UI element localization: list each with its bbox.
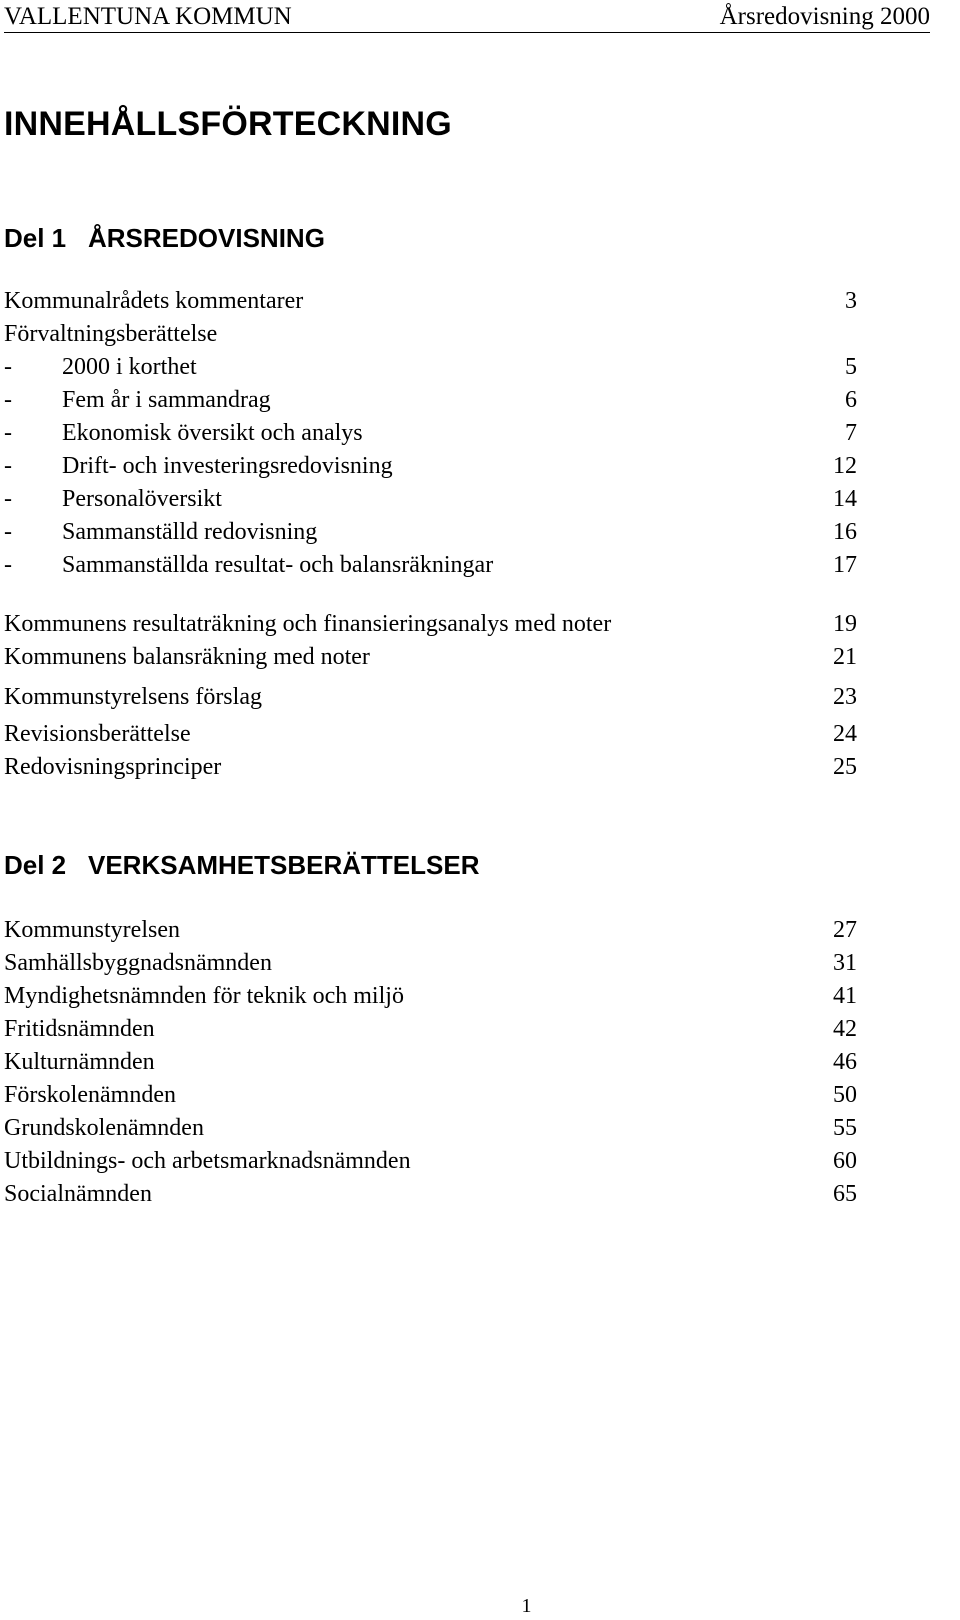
toc-subentry[interactable] <box>4 416 857 450</box>
toc-entry[interactable] <box>4 680 857 714</box>
toc-subentry[interactable] <box>4 350 857 384</box>
toc-entry[interactable] <box>4 913 857 947</box>
header-organization: VALLENTUNA KOMMUN <box>4 3 292 30</box>
toc-entry-label: Ekonomisk översikt och analys <box>62 420 363 446</box>
toc-entry-label: Kommunstyrelsen <box>4 917 180 943</box>
toc-entry-label: Kommunalrådets kommentarer <box>4 288 304 314</box>
toc-entry-label: Redovisningsprinciper <box>4 754 222 780</box>
toc-dash: - <box>4 519 12 545</box>
toc-dash: - <box>4 387 12 413</box>
toc-entry-label: Kommunstyrelsens förslag <box>4 684 262 710</box>
toc-entry-label: Sammanställd redovisning <box>62 519 318 545</box>
toc-dash: - <box>4 486 12 512</box>
toc-entry[interactable] <box>4 1144 857 1178</box>
toc-entry-label: Samhällsbyggnadsnämnden <box>4 950 272 976</box>
toc-entry-page: 31 <box>833 950 857 976</box>
toc-entry-label: Revisionsberättelse <box>4 721 191 747</box>
toc-entry[interactable] <box>4 717 857 751</box>
toc-entry-page: 41 <box>833 983 857 1009</box>
toc-entry-label: Myndighetsnämnden för teknik och miljö <box>4 983 404 1009</box>
toc-entry[interactable] <box>4 1012 857 1046</box>
toc-entry-label: Sammanställda resultat- och balansräkningar <box>62 552 494 578</box>
toc-entry-label: Grundskolenämnden <box>4 1115 204 1141</box>
header-document-title: Årsredovisning 2000 <box>719 3 930 30</box>
toc-entry-page: 42 <box>833 1016 857 1042</box>
toc-entry-page: 16 <box>833 519 857 545</box>
toc-entry-page: 25 <box>833 754 857 780</box>
toc-entry-label: Kulturnämnden <box>4 1049 155 1075</box>
toc-dash: - <box>4 453 12 479</box>
toc-entry[interactable] <box>4 1078 857 1112</box>
part2-title: VERKSAMHETSBERÄTTELSER <box>88 850 480 880</box>
toc-entry-page: 23 <box>833 684 857 710</box>
toc-entry-label: Fem år i sammandrag <box>62 387 271 413</box>
toc-dash: - <box>4 420 12 446</box>
toc-entry-page: 14 <box>833 486 857 512</box>
toc-entry-page: 60 <box>833 1148 857 1174</box>
toc-entry[interactable] <box>4 946 857 980</box>
toc-entry-page: 5 <box>845 354 857 380</box>
toc-entry-page: 27 <box>833 917 857 943</box>
toc-entry[interactable] <box>4 750 857 784</box>
toc-entry[interactable] <box>4 607 857 641</box>
toc-entry-page: 21 <box>833 644 857 670</box>
toc-subentry[interactable] <box>4 515 857 549</box>
part1-number: Del 1 <box>4 223 67 253</box>
part2-heading <box>4 849 479 881</box>
toc-entry-page: 17 <box>833 552 857 578</box>
toc-entry-label: Utbildnings- och arbetsmarknadsnämnden <box>4 1148 411 1174</box>
toc-entry[interactable] <box>4 640 857 674</box>
toc-subentry[interactable] <box>4 449 857 483</box>
toc-entry[interactable] <box>4 979 857 1013</box>
toc-entry-page: 50 <box>833 1082 857 1108</box>
page-title: INNEHÅLLSFÖRTECKNING <box>4 105 452 143</box>
toc-entry-label: Fritidsnämnden <box>4 1016 155 1042</box>
toc-entry[interactable] <box>4 284 857 318</box>
toc-entry-page: 65 <box>833 1181 857 1207</box>
part2-number: Del 2 <box>4 850 67 880</box>
toc-subentry[interactable] <box>4 482 857 516</box>
toc-entry-label: Personalöversikt <box>62 486 222 512</box>
toc-entry[interactable] <box>4 1177 857 1211</box>
toc-entry-page: 55 <box>833 1115 857 1141</box>
toc-subentry[interactable] <box>4 383 857 417</box>
toc-entry-label: 2000 i korthet <box>62 354 197 380</box>
toc-entry-label: Kommunens balansräkning med noter <box>4 644 370 670</box>
part1-title: ÅRSREDOVISNING <box>88 223 325 253</box>
toc-entry-page: 3 <box>845 288 857 314</box>
toc-entry[interactable] <box>4 1111 857 1145</box>
toc-entry-page: 7 <box>845 420 857 446</box>
toc-entry-label: Förvaltningsberättelse <box>4 321 218 347</box>
toc-entry-label: Förskolenämnden <box>4 1082 176 1108</box>
toc-entry-page: 12 <box>833 453 857 479</box>
toc-dash: - <box>4 354 12 380</box>
part1-heading <box>4 222 325 254</box>
toc-entry-label: Kommunens resultaträkning och finansieringsanalys med noter <box>4 611 612 637</box>
toc-entry[interactable] <box>4 317 857 351</box>
toc-entry-page: 19 <box>833 611 857 637</box>
toc-subentry[interactable] <box>4 548 857 582</box>
toc-entry-page: 6 <box>845 387 857 413</box>
toc-entry-label: Socialnämnden <box>4 1181 152 1207</box>
toc-entry[interactable] <box>4 1045 857 1079</box>
page-number: 1 <box>521 1595 532 1617</box>
toc-entry-label: Drift- och investeringsredovisning <box>62 453 393 479</box>
toc-entry-page: 24 <box>833 721 857 747</box>
toc-entry-page: 46 <box>833 1049 857 1075</box>
page-header <box>4 2 930 33</box>
toc-dash: - <box>4 552 12 578</box>
